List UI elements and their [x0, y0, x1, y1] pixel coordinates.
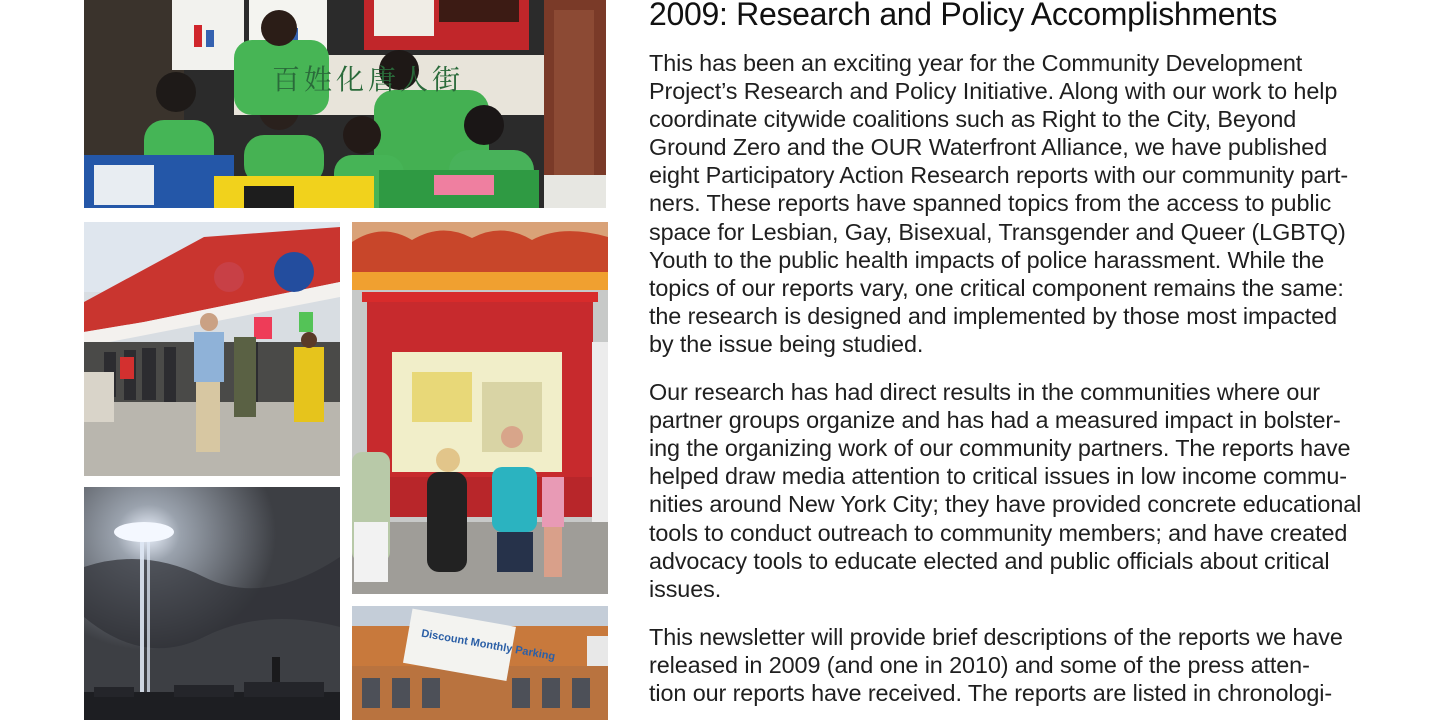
text-line: Our research has had direct results in the communities where our — [649, 379, 1320, 406]
text-line: ing the organizing work of our community partners. The reports have — [649, 435, 1351, 462]
text-line: tion our reports have received. The reports are listed in chronologi- — [649, 679, 1333, 706]
photo-street-meeting — [84, 222, 340, 476]
text-line: the research is designed and implemented by those most impacted — [649, 302, 1338, 329]
intro-paragraph — [649, 49, 1355, 358]
text-line: Project’s Research and Policy Initiative. Along with our work to help — [649, 78, 1338, 105]
text-line: space for Lesbian, Gay, Bisexual, Transgender and Queer (LGBTQ) — [649, 218, 1346, 245]
results-paragraph — [649, 378, 1362, 603]
parking-sign-text: Discount Monthly Parking — [420, 627, 557, 663]
photo-newsstand-kiosk — [352, 222, 608, 594]
photo-parking-building — [352, 606, 608, 720]
text-line: This newsletter will provide brief descriptions of the reports we have — [649, 623, 1343, 650]
text-line: by the issue being studied. — [649, 330, 924, 357]
photo-youth-rally — [84, 0, 606, 208]
text-line: topics of our reports vary, one critical component remains the same: — [649, 274, 1344, 301]
text-line: nities around New York City; they have provided concrete educational — [649, 491, 1362, 518]
text-line: tools to conduct outreach to community members; and have created — [649, 519, 1348, 546]
text-line: eight Participatory Action Research reports with our community part- — [649, 162, 1349, 189]
text-line: Youth to the public health impacts of police harassment. While the — [649, 246, 1325, 273]
newsletter-paragraph — [649, 623, 1355, 707]
photo-tribute-in-light — [84, 487, 340, 720]
text-line: helped draw media attention to critical issues in low income commu- — [649, 463, 1347, 490]
banner-sign-text: 百姓化唐人街 — [272, 63, 465, 96]
text-line: coordinate citywide coalitions such as Right to the City, Beyond — [649, 106, 1297, 133]
text-line: This has been an exciting year for the Community Development — [649, 50, 1303, 76]
text-line: advocacy tools to educate elected and public officials about critical — [649, 547, 1330, 574]
page-title: 2009: Research and Policy Accomplishments — [649, 0, 1278, 32]
text-line: Ground Zero and the OUR Waterfront Alliance, we have published — [649, 134, 1328, 161]
text-line: issues. — [649, 575, 722, 602]
text-line: partner groups organize and has had a measured impact in bolster- — [649, 407, 1341, 434]
text-line: ners. These reports have spanned topics from the access to public — [649, 190, 1332, 217]
article-column — [649, 0, 1362, 727]
text-line: released in 2009 (and one in 2010) and some of the press atten- — [649, 651, 1310, 678]
